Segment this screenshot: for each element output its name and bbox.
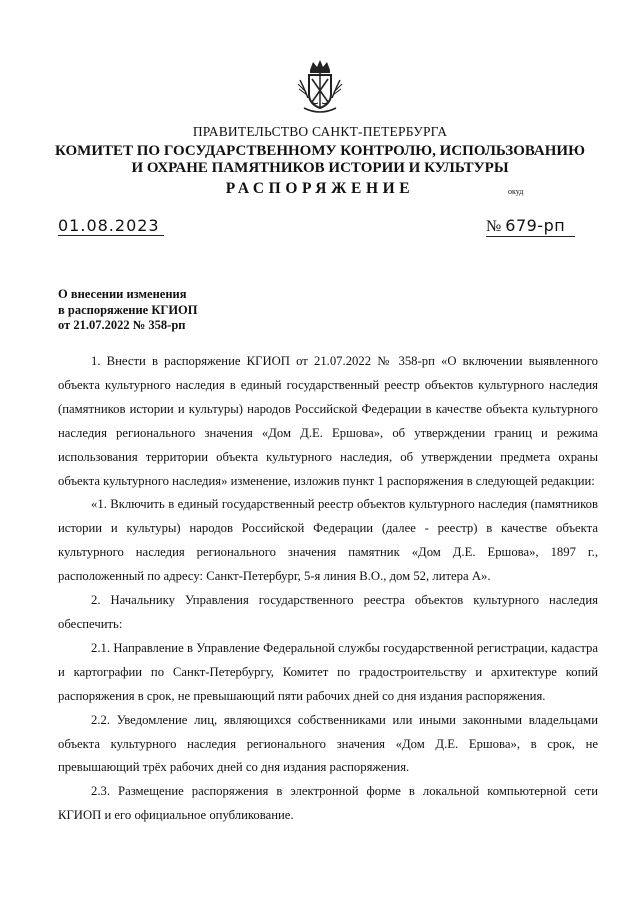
paragraph-2-1: 2.1. Направление в Управление Федеральной службы государственной регистрации, кадастра и картографии по Санкт-Петербургу, Комитет по градостроительству и архитектуре копий распоряжения в срок, не превышающий пяти рабочих дней со дня издания распоряжения. [58,640,598,703]
title-line-3: от 21.07.2022 № 358-рп [58,318,186,332]
document-body [58,350,598,828]
coat-of-arms-icon [296,58,344,116]
paragraph-2-2: 2.2. Уведомление лиц, являющихся собственниками или иными законными владельцами объекта культурного наследия регионального значения «Дом Д.Е. Ершова», в срок, не превышающий трёх рабочих дней со дня издания распоряжения. [58,712,598,775]
committee-name [0,143,640,177]
document-title [58,287,198,334]
paragraph-1-quote: «1. Включить в единый государственный реестр объектов культурного наследия (памятников истории и культуры) народов Российской Федерации (далее - реестр) в качестве объекта культурного наследия регионального значения памятник «Дом Д.Е. Ершова», 1897 г., расположенный по адресу: Санкт-Петербург, 5-я линия В.О., дом 52, литера А». [58,497,598,584]
okud-label: окуд [508,187,524,196]
committee-line-2: И ОХРАНЕ ПАМЯТНИКОВ ИСТОРИИ И КУЛЬТУРЫ [131,160,509,176]
document-number [486,216,575,237]
title-line-1: О внесении изменения [58,287,187,301]
committee-line-1: КОМИТЕТ ПО ГОСУДАРСТВЕННОМУ КОНТРОЛЮ, ИСПОЛЬЗОВАНИЮ [55,143,585,159]
document-type: РАСПОРЯЖЕНИЕ [225,180,415,197]
number-value: 679-рп [505,216,566,235]
number-sign: № [486,218,502,235]
paragraph-2: 2. Начальнику Управления государственного реестра объектов культурного наследия обеспечить: [58,593,598,631]
paragraph-2-3: 2.3. Размещение распоряжения в электронной форме в локальной компьютерной сети КГИОП и его официальное опубликование. [58,784,598,823]
paragraph-1: 1. Внести в распоряжение КГИОП от 21.07.2022 № 358-рп «О включении выявленного объекта культурного наследия в единый государственный реестр объектов культурного наследия (памятников истории и культуры) народов Российской Федерации в качестве объекта культурного наследия регионального значения «Дом Д.Е. Ершова», об утверждении границ и режима использования территории объекта культурного наследия, об утверждении предмета охраны объекта культурного наследия» изменение, изложив пункт 1 распоряжения в следующей редакции: [58,354,598,488]
government-name: ПРАВИТЕЛЬСТВО САНКТ-ПЕТЕРБУРГА [192,124,448,139]
document-date: 01.08.2023 [58,216,164,236]
title-line-2: в распоряжение КГИОП [58,302,198,317]
